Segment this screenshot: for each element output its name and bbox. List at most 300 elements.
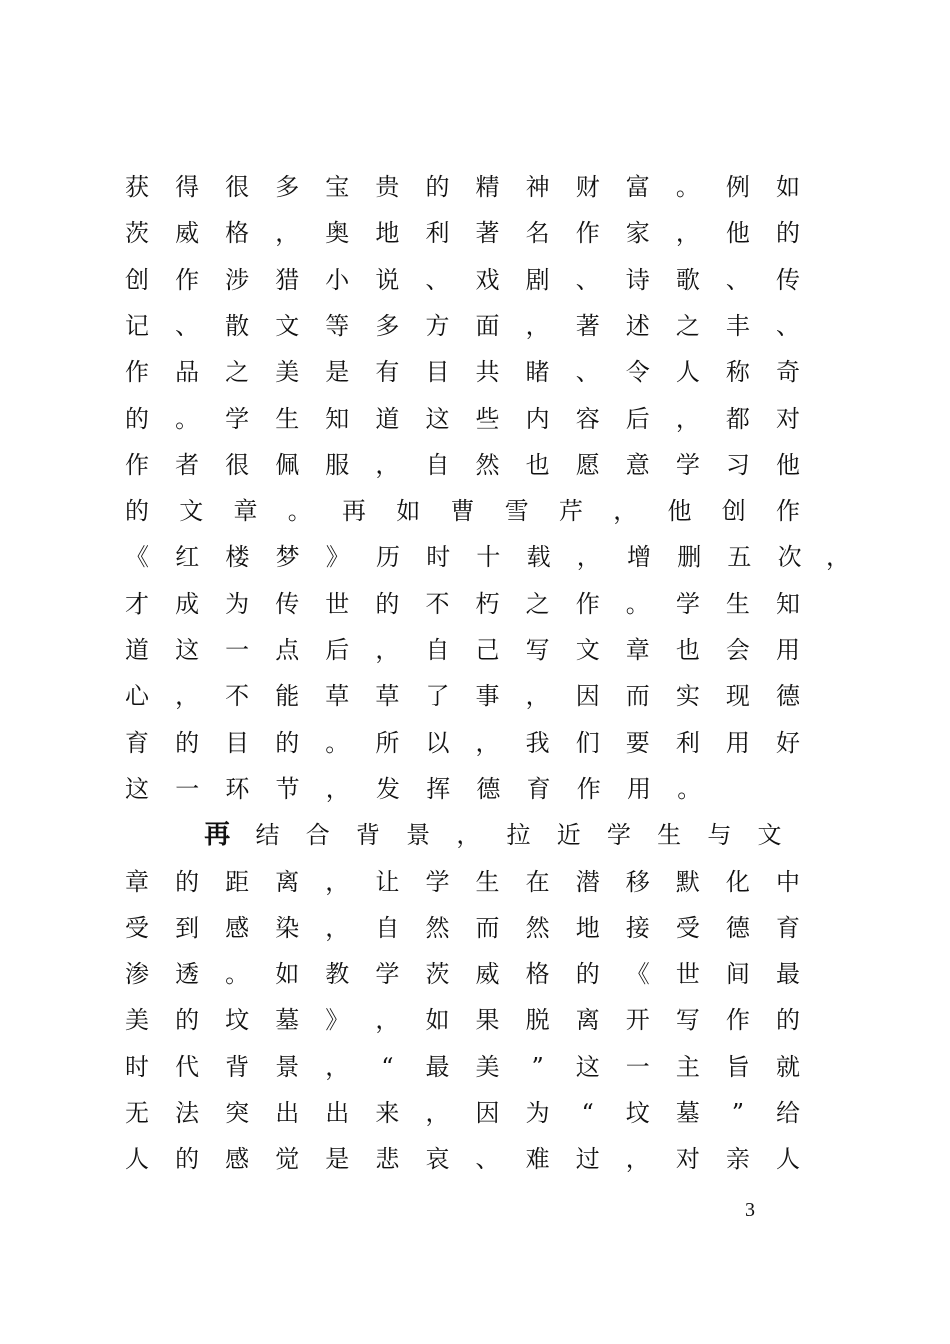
text-char: 十 [476, 543, 501, 572]
text-char: ， [525, 682, 550, 711]
text-char: 学 [425, 867, 450, 896]
text-char: 无 [125, 1099, 149, 1127]
text-char: 朽 [475, 589, 500, 618]
text-char: 景 [275, 1052, 300, 1081]
text-char: 对 [776, 404, 800, 433]
text-char: 得 [175, 173, 200, 201]
text-char: 多 [275, 173, 300, 201]
text-char: 写 [525, 636, 550, 664]
text-char: 知 [776, 589, 800, 618]
text-char: 学 [675, 589, 700, 618]
text-char: 也 [525, 450, 550, 479]
text-char: 学 [606, 821, 631, 850]
text-char: 近 [556, 821, 581, 850]
text-char: 墓 [675, 1099, 700, 1127]
text-char: 作 [575, 219, 600, 248]
text-char: 坟 [625, 1099, 650, 1127]
text-char: 美 [475, 1052, 500, 1081]
text-line [0, 774, 950, 820]
text-char: 他 [667, 497, 692, 526]
text-char: 知 [325, 404, 350, 433]
text-char: 、 [725, 265, 750, 294]
text-char: 就 [776, 1052, 800, 1081]
text-char: 化 [725, 867, 750, 896]
text-char: 之 [525, 589, 550, 618]
text-char: 离 [575, 1006, 600, 1035]
text-char: 学 [375, 960, 400, 989]
text-char: 习 [725, 450, 750, 479]
text-char: 最 [425, 1052, 450, 1081]
text-char: 威 [175, 219, 200, 248]
text-char: 德 [725, 913, 750, 942]
text-char: 代 [175, 1052, 200, 1081]
text-char: 利 [425, 219, 450, 248]
text-char: 作 [125, 358, 149, 387]
text-char: 德 [476, 774, 501, 803]
text-char: 者 [175, 450, 200, 479]
text-char: 潜 [575, 867, 600, 896]
text-char: 景 [406, 821, 431, 850]
text-char: 给 [776, 1099, 800, 1127]
text-char: ， [175, 682, 200, 711]
page-number: 3 [745, 1199, 755, 1221]
text-char: ， [675, 219, 700, 248]
text-char: 富 [625, 173, 650, 201]
text-char: 说 [375, 265, 400, 294]
text-char: 增 [627, 543, 651, 572]
text-char: ， [456, 821, 481, 850]
text-char: 学 [675, 450, 700, 479]
text-char: 格 [525, 960, 550, 989]
text-char: 果 [475, 1006, 500, 1035]
text-char: 因 [475, 1099, 500, 1127]
text-char: 的 [175, 1145, 200, 1174]
text-char: 章 [233, 497, 258, 526]
text-char: 这 [125, 774, 149, 803]
text-char: 因 [575, 682, 600, 711]
text-char: 挥 [426, 774, 451, 803]
text-char: 传 [776, 265, 800, 294]
text-char: 。 [325, 728, 350, 757]
text-char: 的 [375, 589, 400, 618]
text-char: ， [826, 543, 850, 572]
text-char: 章 [625, 636, 650, 664]
text-char: 世 [675, 960, 700, 989]
text-char: 染 [275, 913, 300, 942]
text-char: 创 [721, 497, 746, 526]
text-char: 的 [776, 1006, 800, 1035]
text-char: 发 [376, 774, 400, 803]
text-char: 现 [725, 682, 750, 711]
text-char: 载 [526, 543, 551, 572]
text-char: 德 [776, 682, 800, 711]
text-char: 五 [727, 543, 752, 572]
text-char: 述 [625, 311, 650, 340]
text-char: 地 [575, 913, 600, 942]
text-char: 利 [675, 728, 700, 757]
text-char: 不 [425, 589, 450, 618]
text-char: 用 [627, 774, 651, 803]
text-char: 作 [175, 265, 200, 294]
text-line [0, 496, 950, 542]
text-char: 著 [475, 219, 500, 248]
text-char: 如 [275, 960, 300, 989]
text-char: 、 [575, 265, 600, 294]
text-char: 目 [425, 358, 450, 387]
text-char: 精 [475, 173, 500, 201]
text-char: 美 [125, 1006, 149, 1035]
text-char: 。 [677, 774, 702, 803]
text-char: 猎 [275, 265, 300, 294]
text-char: 实 [675, 682, 700, 711]
text-line [0, 450, 950, 496]
text-char: 愿 [575, 450, 600, 479]
text-char: 是 [325, 1145, 350, 1174]
text-char: “ [381, 1052, 394, 1081]
text-char: ” [531, 1052, 544, 1081]
text-char: 。 [287, 497, 312, 526]
text-char: 坟 [225, 1006, 250, 1035]
text-char: 们 [575, 728, 600, 757]
text-char: ， [425, 1099, 450, 1127]
text-char: 宝 [325, 173, 350, 201]
text-char: 渗 [125, 960, 149, 989]
text-char: 方 [425, 311, 450, 340]
text-char: 来 [375, 1099, 400, 1127]
text-char: 删 [677, 543, 702, 572]
text-char: 面 [475, 311, 500, 340]
text-char: 以 [425, 728, 450, 757]
text-char: 作 [125, 450, 149, 479]
text-char: 作 [725, 1006, 750, 1035]
text-line [0, 913, 950, 959]
text-char: 人 [675, 358, 700, 387]
text-char: “ [581, 1099, 594, 1127]
text-char: 移 [625, 867, 650, 896]
text-char: 获 [125, 173, 149, 201]
text-char: 感 [225, 1145, 250, 1174]
text-char: 贵 [375, 173, 400, 201]
text-char: 如 [396, 497, 421, 526]
text-line [0, 542, 950, 588]
text-char: 事 [475, 682, 500, 711]
text-char: 脱 [525, 1006, 550, 1035]
text-char: 合 [305, 821, 330, 850]
text-line [0, 265, 950, 311]
text-char: 的 [776, 219, 800, 248]
text-char: 格 [225, 219, 250, 248]
text-char: 为 [525, 1099, 550, 1127]
text-char: 的 [125, 497, 149, 526]
text-char: 然 [525, 913, 550, 942]
text-char: 人 [125, 1145, 149, 1174]
text-char: 离 [275, 867, 300, 896]
text-char: 的 [125, 404, 149, 433]
text-char: 的 [275, 728, 300, 757]
text-char: 作 [576, 774, 601, 803]
text-char: 他 [776, 450, 800, 479]
text-char: 己 [475, 636, 500, 664]
text-line [0, 867, 950, 913]
text-char: 、 [575, 358, 600, 387]
text-char: 芹 [559, 497, 583, 526]
text-char: 作 [776, 497, 800, 526]
text-char: 睹 [525, 358, 550, 387]
text-char: 例 [725, 173, 750, 201]
text-char: 。 [175, 404, 200, 433]
text-char: 成 [175, 589, 200, 618]
text-char: 道 [375, 404, 400, 433]
text-char: 世 [325, 589, 350, 618]
text-char: 感 [225, 913, 250, 942]
text-char: 育 [526, 774, 551, 803]
text-char: 能 [275, 682, 300, 711]
text-char: 意 [625, 450, 650, 479]
text-char: 奇 [776, 358, 800, 387]
text-char: 写 [675, 1006, 700, 1035]
text-char: 文 [179, 497, 204, 526]
text-char: ， [325, 867, 350, 896]
text-char: 文 [275, 311, 300, 340]
text-char: 这 [575, 1052, 600, 1081]
text-char: 后 [625, 404, 650, 433]
text-char: 教 [325, 960, 350, 989]
text-char: ， [576, 543, 601, 572]
text-char: 后 [325, 636, 350, 664]
text-char: 难 [525, 1145, 550, 1174]
text-char: 、 [776, 311, 800, 340]
text-char: 红 [175, 543, 200, 572]
text-line [0, 1052, 950, 1098]
text-char: 有 [375, 358, 400, 387]
text-char: 都 [725, 404, 750, 433]
text-line [0, 589, 950, 635]
text-char: 育 [776, 913, 800, 942]
text-char: 如 [425, 1006, 450, 1035]
text-char: 然 [425, 913, 450, 942]
text-char: 亲 [725, 1145, 750, 1174]
text-char: 梦 [275, 543, 300, 572]
text-char: 受 [125, 913, 149, 942]
text-char: 的 [425, 173, 450, 201]
text-char: 透 [175, 960, 200, 989]
text-char: 文 [575, 636, 600, 664]
text-char: 为 [225, 589, 250, 618]
text-char: 奥 [325, 219, 350, 248]
text-char: 最 [776, 960, 800, 989]
text-char: 一 [175, 774, 200, 803]
text-line [0, 959, 950, 1005]
text-char: 默 [675, 867, 700, 896]
text-char: 觉 [275, 1145, 300, 1174]
text-line [0, 681, 950, 727]
text-char: 与 [707, 821, 732, 850]
text-line [0, 1144, 950, 1190]
text-char: 才 [125, 589, 149, 618]
text-char: 环 [225, 774, 250, 803]
text-char: 这 [175, 636, 200, 664]
text-char: 法 [175, 1099, 200, 1127]
text-char: 墓 [275, 1006, 300, 1035]
text-line [0, 635, 950, 681]
text-line [0, 311, 950, 357]
text-char: 服 [325, 450, 350, 479]
text-char: 生 [657, 821, 682, 850]
text-char: 草 [375, 682, 400, 711]
text-char: 神 [525, 173, 550, 201]
text-char: 学 [225, 404, 250, 433]
text-char: 过 [575, 1145, 600, 1174]
text-char: 开 [625, 1006, 650, 1035]
text-line [0, 357, 950, 403]
text-char: 草 [325, 682, 350, 711]
text-char: 自 [425, 636, 450, 664]
text-char: 茨 [125, 219, 149, 248]
text-char: 生 [475, 867, 500, 896]
text-char: 茨 [425, 960, 450, 989]
text-char: 这 [425, 404, 450, 433]
text-line [0, 1098, 950, 1144]
text-char: 生 [725, 589, 750, 618]
text-char: 人 [776, 1145, 800, 1174]
text-char: ， [525, 311, 550, 340]
text-char: 出 [275, 1099, 300, 1127]
text-char: 出 [325, 1099, 350, 1127]
text-char: 。 [675, 173, 700, 201]
text-char: 自 [375, 913, 400, 942]
text-char: 传 [275, 589, 300, 618]
text-char: 财 [575, 173, 600, 201]
text-char: 接 [625, 913, 650, 942]
text-char: 雪 [504, 497, 529, 526]
text-char: 他 [725, 219, 750, 248]
text-char: ， [275, 219, 300, 248]
text-char: 的 [175, 1006, 200, 1035]
text-char: 主 [675, 1052, 700, 1081]
text-line [0, 404, 950, 450]
text-char: ， [625, 1145, 650, 1174]
text-char: 威 [475, 960, 500, 989]
text-char: 》 [325, 543, 350, 572]
text-char: 用 [776, 636, 800, 664]
text-char: 的 [575, 960, 600, 989]
text-char: 很 [225, 450, 250, 479]
text-char: 然 [475, 450, 500, 479]
text-char: 称 [725, 358, 750, 387]
text-char: 拉 [506, 821, 531, 850]
text-char: ， [375, 1006, 400, 1035]
text-char: 记 [125, 311, 149, 340]
text-char: 如 [776, 173, 800, 201]
text-char: 哀 [425, 1145, 450, 1174]
text-char: 突 [225, 1099, 250, 1127]
text-char: 家 [625, 219, 650, 248]
text-char: 是 [325, 358, 350, 387]
text-char: 、 [175, 311, 200, 340]
text-char: 楼 [225, 543, 250, 572]
text-char: ， [613, 497, 638, 526]
text-char: 共 [475, 358, 500, 387]
text-char: 时 [125, 1052, 149, 1081]
text-char: 而 [625, 682, 650, 711]
text-char: 作 [575, 589, 600, 618]
text-char: 。 [625, 589, 650, 618]
text-char: 时 [426, 543, 451, 572]
text-char: 品 [175, 358, 200, 387]
text-char: 而 [475, 913, 500, 942]
text-char: 剧 [525, 265, 550, 294]
text-char: 容 [575, 404, 600, 433]
text-char: 要 [625, 728, 650, 757]
text-line [0, 172, 950, 218]
text-char: 的 [175, 728, 200, 757]
text-char: 也 [675, 636, 700, 664]
text-char: 丰 [725, 311, 750, 340]
text-char: 结 [255, 821, 280, 850]
text-char: 节 [275, 774, 300, 803]
text-char: ” [731, 1099, 745, 1127]
text-char: 章 [125, 867, 149, 896]
text-char: ， [325, 1052, 350, 1081]
text-char: 再 [342, 497, 366, 526]
text-char: 心 [125, 682, 149, 711]
text-char: 多 [375, 311, 400, 340]
text-char: 生 [275, 404, 300, 433]
text-char: 文 [757, 821, 782, 850]
text-char: 很 [225, 173, 250, 201]
text-char: 历 [376, 543, 400, 572]
text-char: 。 [225, 960, 250, 989]
text-char: ， [325, 913, 350, 942]
text-char: 我 [525, 728, 550, 757]
text-char: 受 [675, 913, 700, 942]
text-char: 涉 [225, 265, 250, 294]
text-char: 小 [325, 265, 350, 294]
text-char: 点 [275, 636, 300, 664]
text-char: 内 [525, 404, 550, 433]
text-char: 地 [375, 219, 400, 248]
text-char: 的 [175, 867, 200, 896]
text-char: 美 [275, 358, 300, 387]
text-char: 、 [475, 1145, 500, 1174]
text-char: 名 [525, 219, 550, 248]
text-line [0, 820, 950, 866]
text-char: 次 [777, 543, 802, 572]
text-char: 间 [725, 960, 750, 989]
text-char: 到 [175, 913, 200, 942]
text-char: 好 [776, 728, 800, 757]
text-char: 令 [625, 358, 650, 387]
text-char: 一 [225, 636, 250, 664]
text-char: 》 [325, 1006, 350, 1035]
text-char: 《 [625, 960, 650, 989]
text-char: ， [375, 450, 400, 479]
text-char: 背 [225, 1052, 250, 1081]
text-char: 自 [425, 450, 450, 479]
text-char: 让 [375, 867, 400, 896]
text-char: 所 [375, 728, 400, 757]
text-char: 戏 [475, 265, 500, 294]
text-char: 育 [125, 728, 149, 757]
text-char: 创 [125, 265, 149, 294]
text-char: 《 [125, 543, 149, 572]
text-line [0, 1005, 950, 1051]
text-char: 一 [625, 1052, 650, 1081]
text-char: 旨 [725, 1052, 750, 1081]
text-char: 不 [225, 682, 250, 711]
text-char: 、 [425, 265, 450, 294]
text-line [0, 728, 950, 774]
